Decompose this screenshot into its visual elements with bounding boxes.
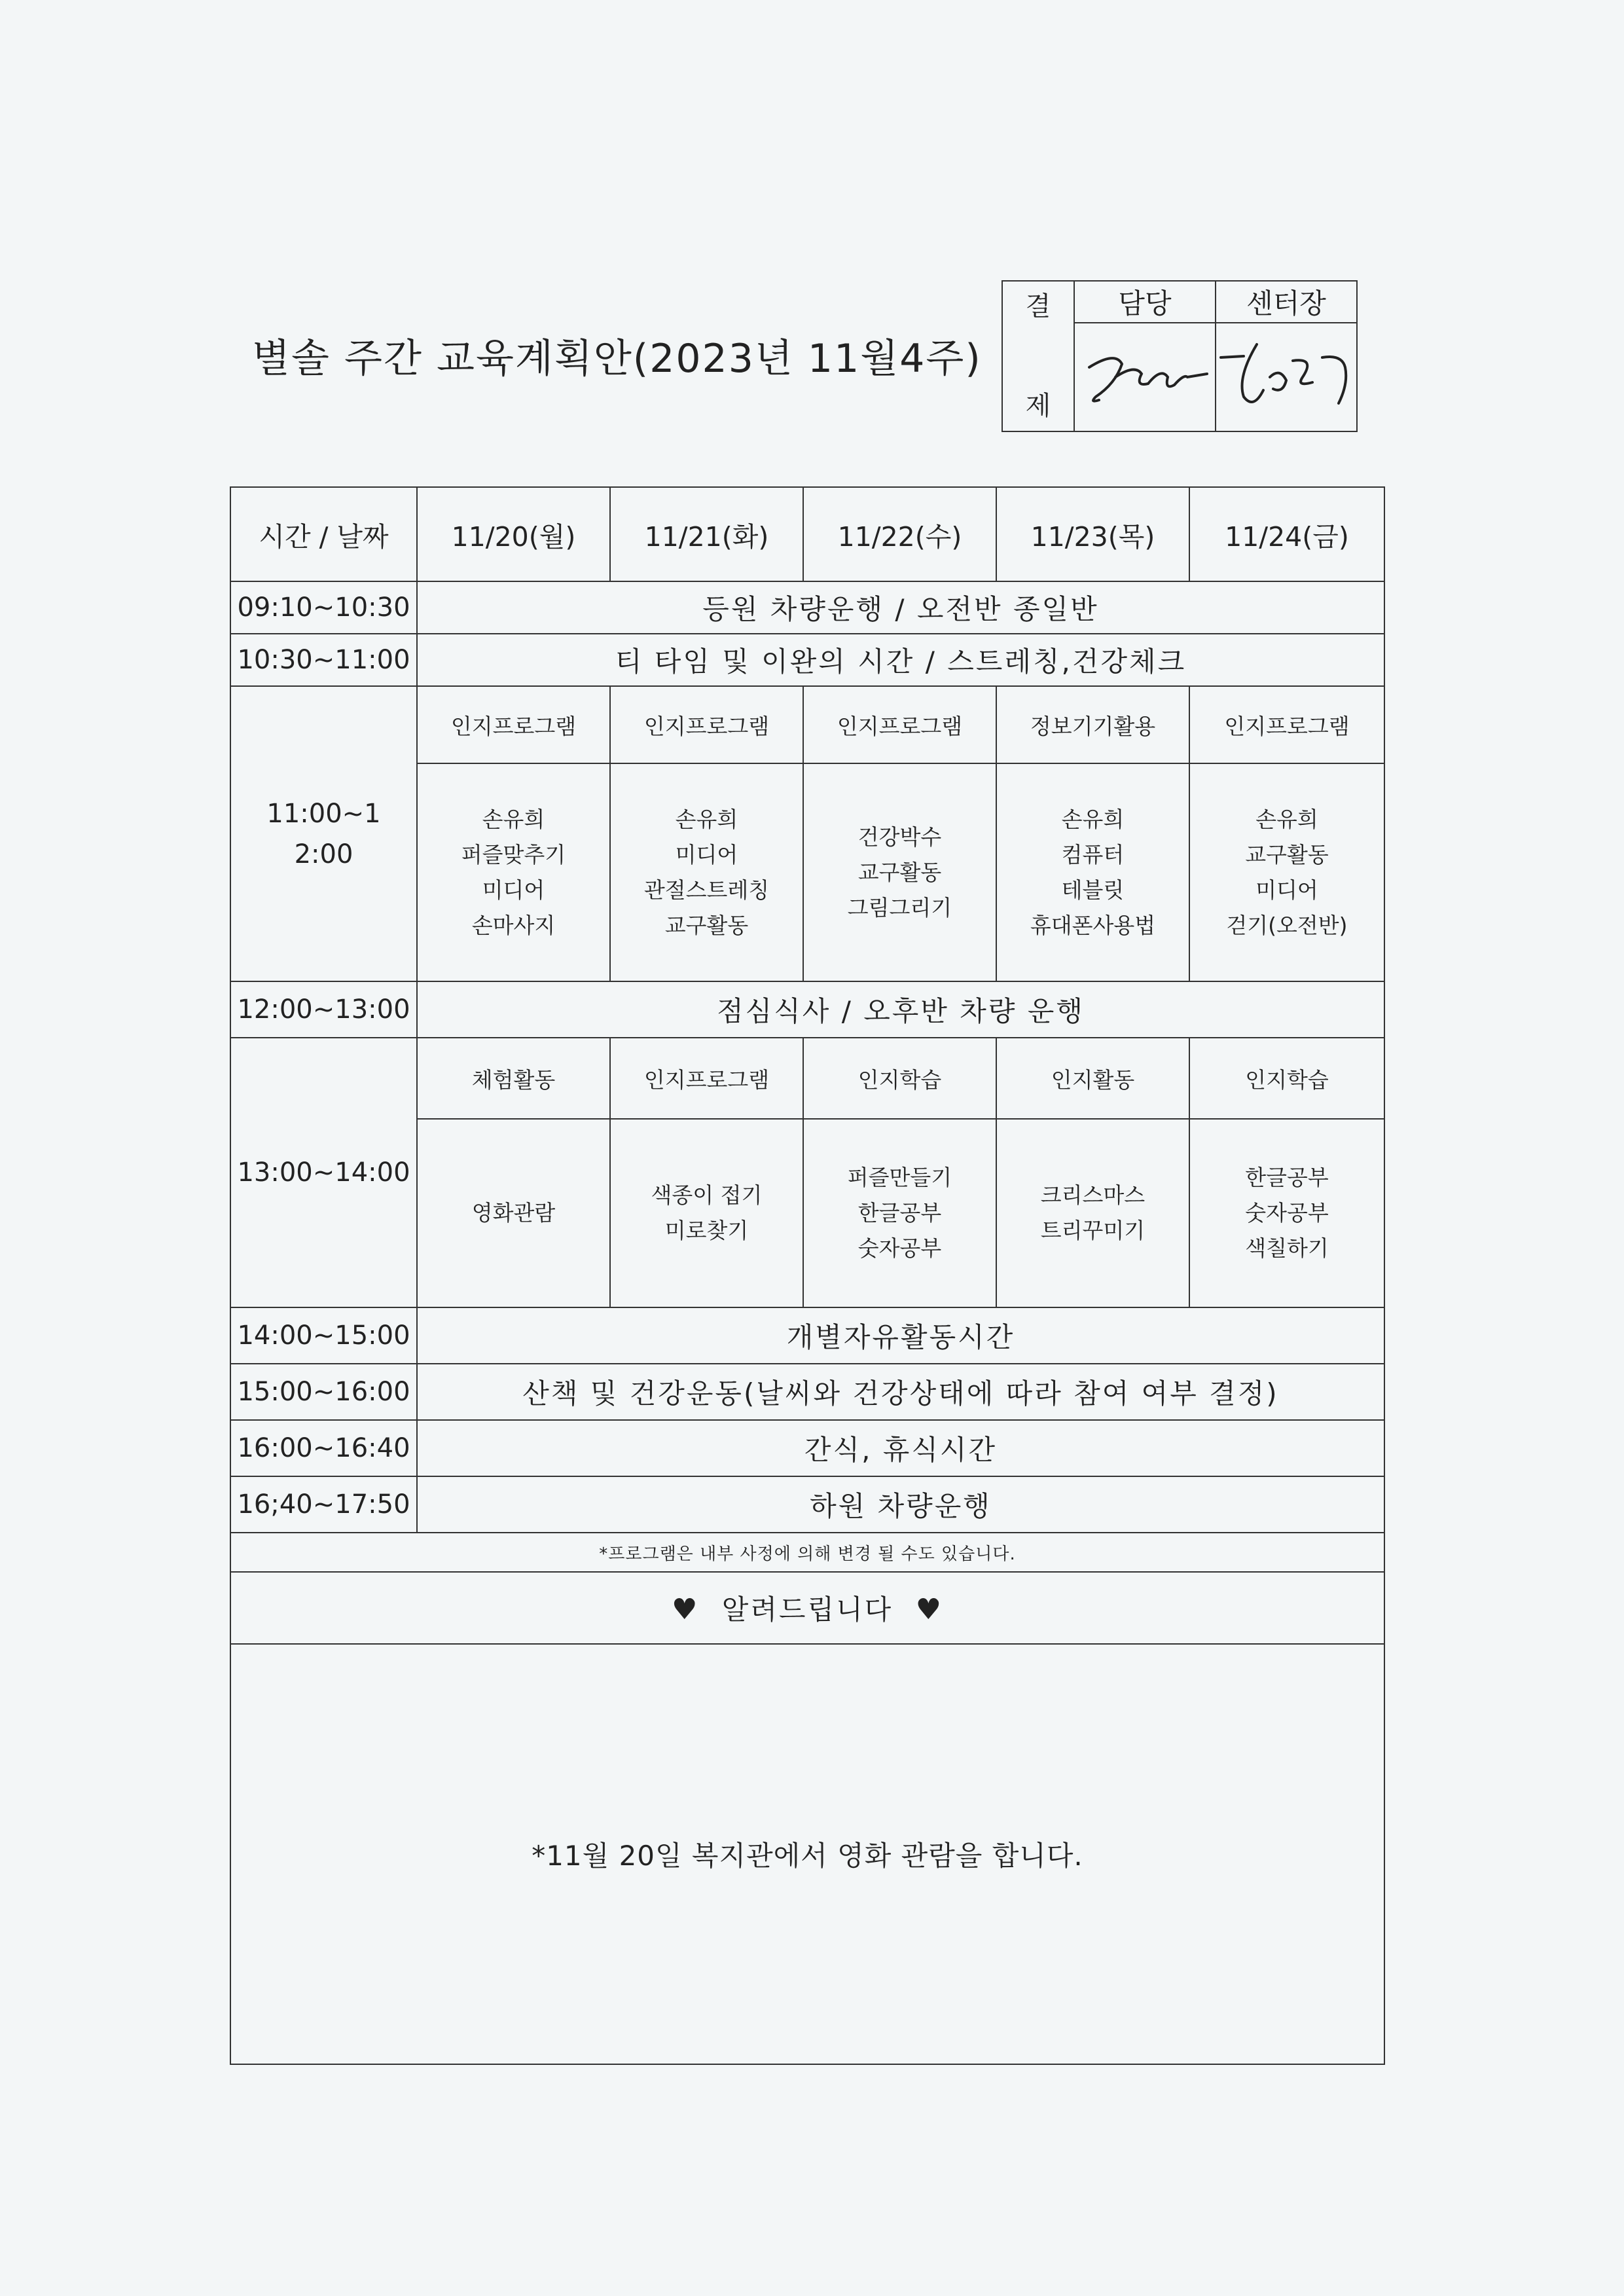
activity-item: 교구활동: [1245, 841, 1329, 867]
activity-item: 교구활동: [664, 912, 749, 938]
page-title: 별솔 주간 교육계획안(2023년 11월4주): [252, 336, 982, 382]
activity-item: 한글공부: [1245, 1165, 1329, 1190]
activity-item: 퍼즐만들기: [847, 1165, 952, 1190]
time-line: 2:00: [294, 839, 353, 869]
heart-icon: ♥: [915, 1593, 944, 1626]
approval-label-bottom: 제: [1025, 391, 1051, 421]
schedule-row: [230, 1307, 1384, 1364]
approval-label: [1002, 281, 1074, 431]
activity-merged: 개별자유활동시간: [417, 1307, 1384, 1364]
activity-item: 숫자공부: [857, 1235, 942, 1261]
activity-cell: [803, 763, 996, 981]
activity-item: 미디어: [482, 877, 545, 903]
notice-body: *11월 20일 복지관에서 영화 관람을 합니다.: [230, 1644, 1384, 2064]
time-cell: 10:30~11:00: [230, 634, 417, 686]
activity-item: 컴퓨터: [1061, 841, 1125, 867]
category-cell: 인지학습: [1189, 1038, 1384, 1119]
signature-manager: [1074, 323, 1216, 431]
category-cell: 정보기기활용: [996, 686, 1189, 763]
category-cell: 인지프로그램: [417, 686, 610, 763]
schedule-row: [230, 1420, 1384, 1476]
time-cell: [230, 686, 417, 981]
note-row: [230, 1533, 1384, 1572]
header-row: [230, 487, 1384, 581]
notice-body-row: [230, 1644, 1384, 2064]
activity-merged: 간식, 휴식시간: [417, 1420, 1384, 1476]
time-date-header: 시간 / 날짜: [230, 487, 417, 581]
activity-item: 걷기(오전반): [1226, 912, 1348, 938]
day-header: 11/22(수): [803, 487, 996, 581]
activity-item: 숫자공부: [1245, 1200, 1329, 1226]
weekly-plan-table: [230, 486, 1385, 2065]
activity-item: 교구활동: [857, 859, 942, 885]
category-cell: 인지활동: [996, 1038, 1189, 1119]
activity-item: 퍼즐맞추기: [461, 841, 566, 867]
activity-cell: [996, 763, 1189, 981]
day-header: 11/24(금): [1189, 487, 1384, 581]
activity-item: 손유희: [482, 806, 545, 832]
activity-item: 관절스트레칭: [643, 877, 770, 903]
category-cell: 인지프로그램: [803, 686, 996, 763]
activity-cell: [610, 763, 803, 981]
activity-cell: [1189, 763, 1384, 981]
schedule-row: [230, 1364, 1384, 1420]
activity-item: 휴대폰사용법: [1030, 912, 1156, 938]
activity-item: 테블릿: [1061, 877, 1125, 903]
notice-heading-text: 알려드립니다: [721, 1594, 893, 1626]
schedule-row: [230, 634, 1384, 686]
activity-item: 손유희: [1255, 806, 1318, 832]
activity-item: 손유희: [1061, 806, 1125, 832]
category-cell: 인지프로그램: [610, 1038, 803, 1119]
approval-label-top: 결: [1025, 291, 1051, 321]
activity-item: 크리스마스: [1040, 1182, 1146, 1208]
change-note: *프로그램은 내부 사정에 의해 변경 될 수도 있습니다.: [230, 1533, 1384, 1572]
am-category-row: [230, 686, 1384, 763]
signature-director: [1216, 323, 1357, 431]
activity-item: 미디어: [675, 841, 738, 867]
activity-item: 영화관람: [471, 1200, 556, 1226]
activity-cell: [417, 763, 610, 981]
day-header: 11/21(화): [610, 487, 803, 581]
heart-icon: ♥: [671, 1593, 700, 1626]
role-director: 센터장: [1216, 281, 1357, 323]
activity-cell: [1189, 1119, 1384, 1307]
activity-item: 미로찾기: [664, 1218, 749, 1243]
role-manager: 담당: [1074, 281, 1216, 323]
schedule-row: [230, 1476, 1384, 1533]
notice-heading: [230, 1572, 1384, 1644]
time-cell: 09:10~10:30: [230, 581, 417, 634]
time-cell: 15:00~16:00: [230, 1364, 417, 1420]
category-cell: 체험활동: [417, 1038, 610, 1119]
approval-box: [1001, 280, 1358, 432]
signature-manager-mark: [1076, 338, 1214, 416]
schedule-row: [230, 981, 1384, 1038]
activity-item: 손유희: [675, 806, 738, 832]
activity-cell: [996, 1119, 1189, 1307]
activity-item: 색칠하기: [1245, 1235, 1329, 1261]
activity-item: 트리꾸미기: [1040, 1218, 1146, 1243]
activity-item: 손마사지: [471, 912, 556, 938]
activity-cell: [803, 1119, 996, 1307]
activity-cell: [610, 1119, 803, 1307]
category-cell: 인지학습: [803, 1038, 996, 1119]
time-cell: 14:00~15:00: [230, 1307, 417, 1364]
activity-cell: [417, 1119, 610, 1307]
activity-merged: 산책 및 건강운동(날씨와 건강상태에 따라 참여 여부 결정): [417, 1364, 1384, 1420]
day-header: 11/20(월): [417, 487, 610, 581]
activity-item: 그림그리기: [847, 894, 952, 920]
pm-category-row: [230, 1038, 1384, 1119]
time-cell: 16;40~17:50: [230, 1476, 417, 1533]
activity-merged: 티 타임 및 이완의 시간 / 스트레칭,건강체크: [417, 634, 1384, 686]
activity-merged: 점심식사 / 오후반 차량 운행: [417, 981, 1384, 1038]
time-line: 11:00~1: [266, 798, 381, 829]
day-header: 11/23(목): [996, 487, 1189, 581]
activity-merged: 등원 차량운행 / 오전반 종일반: [417, 581, 1384, 634]
signature-director-mark: [1218, 331, 1355, 423]
category-cell: 인지프로그램: [610, 686, 803, 763]
time-cell: 16:00~16:40: [230, 1420, 417, 1476]
activity-item: 미디어: [1255, 877, 1318, 903]
activity-merged: 하원 차량운행: [417, 1476, 1384, 1533]
activity-item: 한글공부: [857, 1200, 942, 1226]
category-cell: 인지프로그램: [1189, 686, 1384, 763]
time-cell: 13:00~14:00: [230, 1038, 417, 1307]
notice-heading-row: [230, 1572, 1384, 1644]
activity-item: 건강박수: [857, 824, 942, 850]
activity-item: 색종이 접기: [651, 1182, 763, 1208]
schedule-row: [230, 581, 1384, 634]
time-cell: 12:00~13:00: [230, 981, 417, 1038]
